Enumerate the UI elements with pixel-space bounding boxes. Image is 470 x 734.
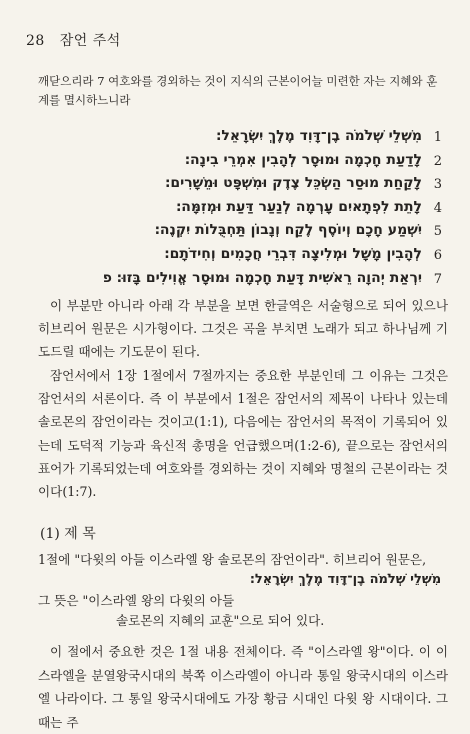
verse-line: [40, 222, 442, 246]
verse-number: 4: [433, 200, 442, 216]
verse-number: 2: [433, 153, 442, 169]
intro-text: 깨닫으리라 7 여호와를 경외하는 것이 지식의 근본이어늘 미련한 자는 지혜와 훈계를 멸시하느니라: [38, 74, 438, 107]
verse-hebrew: יִרְאַת יְהוָה רֵאשִׁית דָּעַת חָכְמָה וּמוּסָר אֱוִילִים בָּזוּ׃ פ: [102, 269, 422, 286]
verse-hebrew: לָתֵת לִפְתָאיִם עָרְמָה לְנַעַר דַּעַת וּמְזִמָּה׃: [176, 198, 422, 215]
paragraph-text: 이 절에서 중요한 것은 1절 내용 전체이다. 즉 "이스라엘 왕"이다. 이 이스라엘을 분열왕국시대의 북쪽 이스라엘이 아니라 통일 왕국시대의 이스라엘 나라이다. 그 통일 왕국시대에도 가장 황금 시대인 다윗 왕 시대이다. 그때는 주: [38, 644, 448, 730]
paragraph-text: 1절에 "다윗의 아들 이스라엘 왕 솔로몬의 잠언이라". 히브리어 원문은,: [38, 552, 427, 567]
verse-number: 3: [433, 177, 442, 193]
meaning-line-2: 솔로몬의 지혜의 교훈"으로 되어 있다.: [116, 613, 325, 628]
verse-number: 7: [433, 271, 442, 287]
section-heading: (1) 제 목: [40, 526, 96, 542]
verse-number: 5: [433, 224, 442, 240]
hebrew-verse-list: [40, 128, 442, 293]
verse-line: [40, 152, 442, 176]
page-header: [26, 30, 121, 50]
page-number: 28: [26, 33, 45, 49]
verse-hebrew: לָדַעַת חָכְמָה וּמוּסָר לְהָבִין אִמְרֵי בִינָה׃: [184, 151, 422, 168]
paragraph-text: 이 부분만 아니라 아래 각 부분을 보면 한글역은 서술형으로 되어 있으나 히브리어 원문은 시가형이다. 그것은 곡을 부치면 노래가 되고 하나님께 기도드릴 때에는 기도문이 된다.: [38, 298, 448, 360]
verse-line: [40, 128, 442, 152]
verse-hebrew: מִשְׁלֵי שְׁלֹמֹה בֶן־דָּוִד מֶלֶךְ יִשְׂרָאֵל׃: [216, 128, 422, 144]
verse-line: [40, 246, 442, 270]
verse-line: [40, 199, 442, 223]
verse-number: 1: [433, 130, 442, 145]
verse-line: [40, 270, 442, 294]
verse-line: [40, 175, 442, 199]
meaning-line-1: 그 뜻은 "이스라엘 왕의 다윗의 아들: [38, 593, 235, 608]
verse-hebrew: יִשְׁמַע חָכָם וְיוֹסֶף לֶקַח וְנָבוֹן תַּחְבֻּלוֹת יִקְנֶה׃: [154, 222, 422, 239]
body-paragraph-1: [38, 294, 448, 364]
verse-number: 6: [433, 247, 442, 263]
body-paragraph-3: [38, 549, 448, 571]
running-title: 잠언 주석: [59, 33, 121, 49]
body-paragraph-2: [38, 364, 448, 503]
hebrew-title-quote: מִשְׁלֵי שְׁלֹמֹה בֶן־דָּוִד מֶלֶךְ יִשְׂרָאֵל׃: [250, 572, 442, 587]
body-paragraph-4: [38, 640, 448, 734]
verse-hebrew: לְהָבִין מָשָׁל וּמְלִיצָה דִּבְרֵי חֲכָמִים וְחִידֹתָם׃: [164, 245, 422, 262]
paragraph-text: 잠언서에서 1장 1절에서 7절까지는 중요한 부분인데 그 이유는 그것은 잠언서의 서론이다. 즉 이 부분에서 1절은 잠언서의 제목이 나타나 있는데 솔로몬의 잠언이라는 것이고(1:1), 다음에는 잠언서의 목적이 기록되어 있는데 도덕적 기능과 육신적 총명을 언급했으며(1:2-6), 끝으로는 잠언서의 표어가 기록되었는데 여호와를 경외하는 것이 지혜와 명철의 근본이라는 것이다(1:7).: [38, 368, 448, 500]
verse-hebrew: לָקַחַת מוּסַר הַשְׂכֵּל צֶדֶק וּמִשְׁפָּט וּמֵשָׁרִים׃: [165, 175, 422, 192]
